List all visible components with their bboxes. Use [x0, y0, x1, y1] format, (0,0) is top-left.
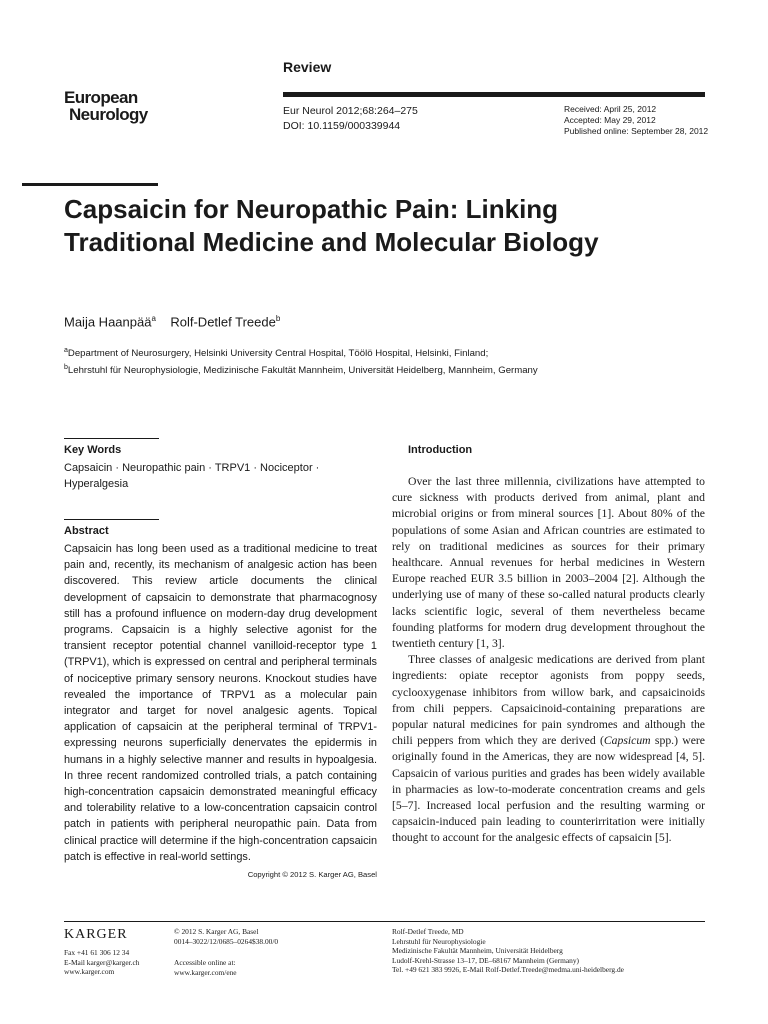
received-date: Received: April 25, 2012 [564, 104, 657, 114]
journal-logo [64, 89, 148, 123]
access-url-link[interactable]: www.karger.com/ene [174, 967, 237, 977]
author-name: Rolf-Detlef Treede [170, 314, 276, 330]
accepted-date: Accepted: May 29, 2012 [564, 115, 656, 125]
author-list [64, 314, 280, 329]
journal-logo-line1: European [64, 88, 138, 107]
author-affiliation-mark: a [151, 314, 156, 323]
affiliations [64, 344, 538, 378]
dates-block [564, 104, 708, 137]
affiliation-mark: a [64, 347, 68, 354]
keywords-heading: Key Words [64, 444, 122, 456]
paragraph: Over the last three millennia, civilizations have attempted to cure sickness with products derived from animal, plant and microbial origins or from mineral sources [1]. About 80% of the populations of some Asian and African countries are estimated to rely on traditional medicines as sources for their primary healthcare. Annual revenues for herbal medicines in Western Europe reached EUR 3.5 billion in 2003–2004 [2]. Although the underlying use of many of these so-called natural products clearly lacks scientific logic, several of them nevertheless became founding platforms for modern drug development throughout the twentieth century [1, 3]. [392, 475, 705, 651]
corr-name: Rolf-Detlef Treede, MD [392, 927, 464, 936]
affiliation-text: Lehrstuhl für Neurophysiologie, Medizinische Fakultät Mannheim, Universität Heidelberg, Mannheim, Germany [67, 365, 538, 377]
access-label: Accessible online at: [174, 958, 236, 967]
corr-dept: Lehrstuhl für Neurophysiologie [392, 936, 486, 946]
corr-faculty: Medizinische Fakultät Mannheim, Universität Heidelberg [392, 946, 563, 955]
citation-block [283, 104, 418, 134]
email: E-Mail karger@karger.ch [64, 957, 140, 967]
affiliation-b [64, 361, 538, 378]
abstract-copyright: Copyright © 2012 S. Karger AG, Basel [247, 870, 377, 880]
author-name: Maija Haanpää [64, 314, 152, 330]
doi: DOI: 10.1159/000339944 [283, 120, 401, 132]
correspondence-block [392, 927, 624, 975]
journal-citation: Eur Neurol 2012;68:264–275 [283, 105, 418, 117]
publisher-contact [64, 948, 139, 977]
abstract-body [64, 541, 377, 883]
abstract-text: Capsaicin has long been used as a traditional medicine to treat pain and, recently, its mechanism of analgesic action has been discovered. This review article documents the clinical development of capsaicin to demonstrate that pharmacognosy still has a profound influence on modern-day drug development programs. Capsaicin is a highly selective agonist for the transient receptor potential channel vanilloid-receptor type 1 (TRPV1), which is expressed on central and peripheral terminals of nociceptive primary sensory neurons. Knockout studies have revealed the importance of TRPV1 as a molecular pain integrator and target for novel analgesic agents. Topical application of capsaicin at the peripheral terminal of TRPV1-expressing neurons superficially denervates the epidermis in humans in a highly selective manner and results in hypoalgesia. In three recent randomized controlled trials, a patch containing high-concentration capsaicin demonstrated meaningful efficacy and tolerability relative to a low-concentration capsaicin control patch in patients with peripheral neuropathic pain. Data from clinical practice will determine if the high-concentration capsaicin patch is effective in real-world settings. [64, 543, 377, 863]
paragraph-text: Three classes of analgesic medications are derived from plant ingredients: opiate receptor agonists from poppy seeds, cyclooxygenase inhibitors from willow bark, and capsaicinoids from chili peppers. Capsaicinoid-containing preparations are popular natural medicines for pain syndromes and although the chili peppers from which they are derived ( [392, 653, 705, 748]
copyright-line: © 2012 S. Karger AG, Basel [174, 927, 259, 936]
corr-contact: Tel. +49 621 383 9926, E-Mail Rolf-Detlef.Treede@medma.uni-heidelberg.de [392, 965, 624, 974]
section-label: Review [283, 59, 332, 75]
website-link[interactable]: www.karger.com [64, 967, 115, 976]
abstract-heading: Abstract [64, 525, 109, 537]
paragraph-text: spp.) were originally found in the Americas, they are now widespread [4, 5]. Capsaicin of various purities and grades has been widely available in pharmacies as low-to-moderate concentration creams and gels [5–7]. Increased local perfusion and the resulting warming or capsaicin-induced pain leading to counterirritation were initially thought to account for the analgesic effects of capsaicin [5]. [392, 734, 705, 845]
author-affiliation-mark: b [275, 314, 281, 323]
genus-name: Capsicum [603, 734, 651, 748]
affiliation-a [64, 344, 538, 361]
introduction-body [392, 474, 705, 847]
title-rule [22, 183, 158, 186]
journal-logo-line2: Neurology [69, 105, 148, 124]
affiliation-mark: b [64, 364, 68, 372]
paragraph [392, 652, 705, 846]
keywords-text: Capsaicin · Neuropathic pain · TRPV1 · Nociceptor · Hyperalgesia [64, 462, 320, 490]
corr-address: Ludolf-Krehl-Strasse 13–17, DE–68167 Mannheim (Germany) [392, 955, 579, 965]
footer-rule [64, 921, 705, 922]
introduction-heading: Introduction [408, 444, 473, 456]
abstract-rule [64, 519, 159, 520]
keywords-rule [64, 438, 159, 439]
copyright-block [174, 927, 278, 946]
access-block [174, 958, 237, 977]
fax: Fax +41 61 306 12 34 [64, 948, 130, 957]
article-title: Capsaicin for Neuropathic Pain: Linking Traditional Medicine and Molecular Biology [64, 194, 599, 257]
publisher-logo: KARGER [64, 927, 128, 942]
header-rule [283, 92, 705, 97]
issn-line: 0014–3022/12/0685–0264$38.00/0 [174, 936, 279, 946]
published-date: Published online: September 28, 2012 [564, 126, 709, 136]
affiliation-text: Department of Neurosurgery, Helsinki University Central Hospital, Töölö Hospital, Helsinki, Finland; [67, 348, 489, 360]
